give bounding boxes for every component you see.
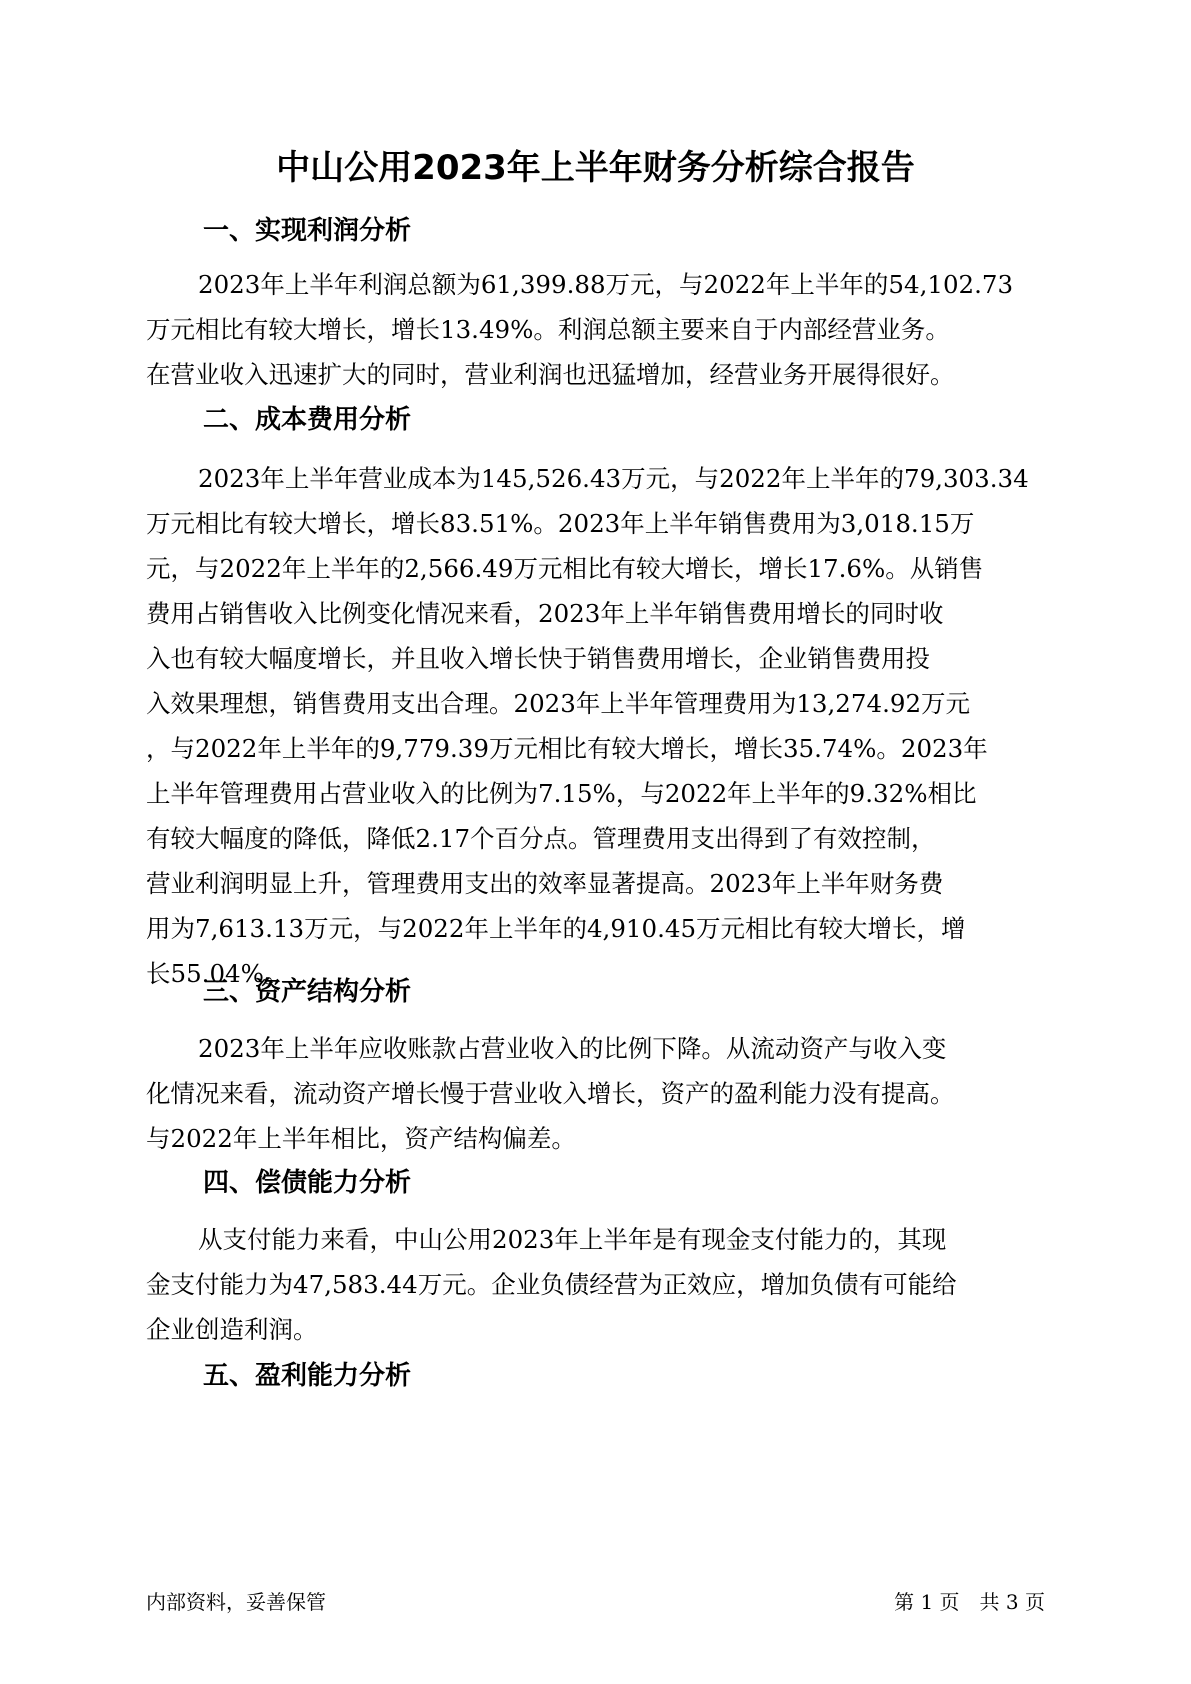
paragraph-line: 用为7,613.13万元，与2022年上半年的4,910.45万元相比有较大增长，增 bbox=[146, 914, 966, 943]
paragraph-line: 金支付能力为47,583.44万元。企业负债经营为正效应，增加负债有可能给 bbox=[146, 1270, 957, 1299]
paragraph-line: 费用占销售收入比例变化情况来看，2023年上半年销售费用增长的同时收 bbox=[146, 599, 944, 628]
paragraph-line: 与2022年上半年相比，资产结构偏差。 bbox=[146, 1124, 576, 1153]
paragraph-line: 化情况来看，流动资产增长慢于营业收入增长，资产的盈利能力没有提高。 bbox=[146, 1079, 955, 1108]
section-body-solvency bbox=[146, 1217, 1066, 1352]
paragraph-line: 长55.04%。 bbox=[146, 959, 289, 988]
footer-page-number: 第 1 页 共 3 页 bbox=[894, 1590, 1045, 1614]
paragraph-line: 万元相比有较大增长，增长83.51%。2023年上半年销售费用为3,018.15万 bbox=[146, 509, 975, 538]
paragraph-line: 上半年管理费用占营业收入的比例为7.15%，与2022年上半年的9.32%相比 bbox=[146, 779, 977, 808]
section-heading-profitability: 五、盈利能力分析 bbox=[203, 1361, 412, 1391]
paragraph-line: 入效果理想，销售费用支出合理。2023年上半年管理费用为13,274.92万元 bbox=[146, 689, 971, 718]
paragraph-line: 2023年上半年利润总额为61,399.88万元，与2022年上半年的54,102.73 bbox=[198, 270, 1014, 299]
paragraph-line: 元，与2022年上半年的2,566.49万元相比有较大增长，增长17.6%。从销售 bbox=[146, 554, 984, 583]
paragraph-line: ，与2022年上半年的9,779.39万元相比有较大增长，增长35.74%。2023年 bbox=[146, 734, 988, 763]
footer-confidential-note: 内部资料，妥善保管 bbox=[146, 1590, 326, 1614]
section-heading-profit: 一、实现利润分析 bbox=[203, 216, 412, 246]
page-title: 中山公用2023年上半年财务分析综合报告 bbox=[276, 148, 915, 188]
section-heading-solvency: 四、偿债能力分析 bbox=[203, 1168, 412, 1198]
section-body-cost bbox=[146, 456, 1066, 996]
paragraph-line: 从支付能力来看，中山公用2023年上半年是有现金支付能力的，其现 bbox=[198, 1225, 947, 1254]
section-heading-assets: 三、资产结构分析 bbox=[203, 977, 412, 1007]
paragraph-line: 2023年上半年营业成本为145,526.43万元，与2022年上半年的79,303.34 bbox=[198, 464, 1029, 493]
paragraph-line: 2023年上半年应收账款占营业收入的比例下降。从流动资产与收入变 bbox=[198, 1034, 947, 1063]
section-body-assets bbox=[146, 1026, 1066, 1161]
paragraph-line: 有较大幅度的降低，降低2.17个百分点。管理费用支出得到了有效控制， bbox=[146, 824, 936, 853]
paragraph-line: 企业创造利润。 bbox=[146, 1315, 318, 1344]
paragraph-line: 万元相比有较大增长，增长13.49%。利润总额主要来自于内部经营业务。 bbox=[146, 315, 950, 344]
paragraph-line: 营业利润明显上升，管理费用支出的效率显著提高。2023年上半年财务费 bbox=[146, 869, 944, 898]
section-body-profit bbox=[146, 262, 1066, 397]
paragraph-line: 在营业收入迅速扩大的同时，营业利润也迅猛增加，经营业务开展得很好。 bbox=[146, 360, 955, 389]
section-heading-cost: 二、成本费用分析 bbox=[203, 405, 412, 435]
paragraph-line: 入也有较大幅度增长，并且收入增长快于销售费用增长，企业销售费用投 bbox=[146, 644, 930, 673]
